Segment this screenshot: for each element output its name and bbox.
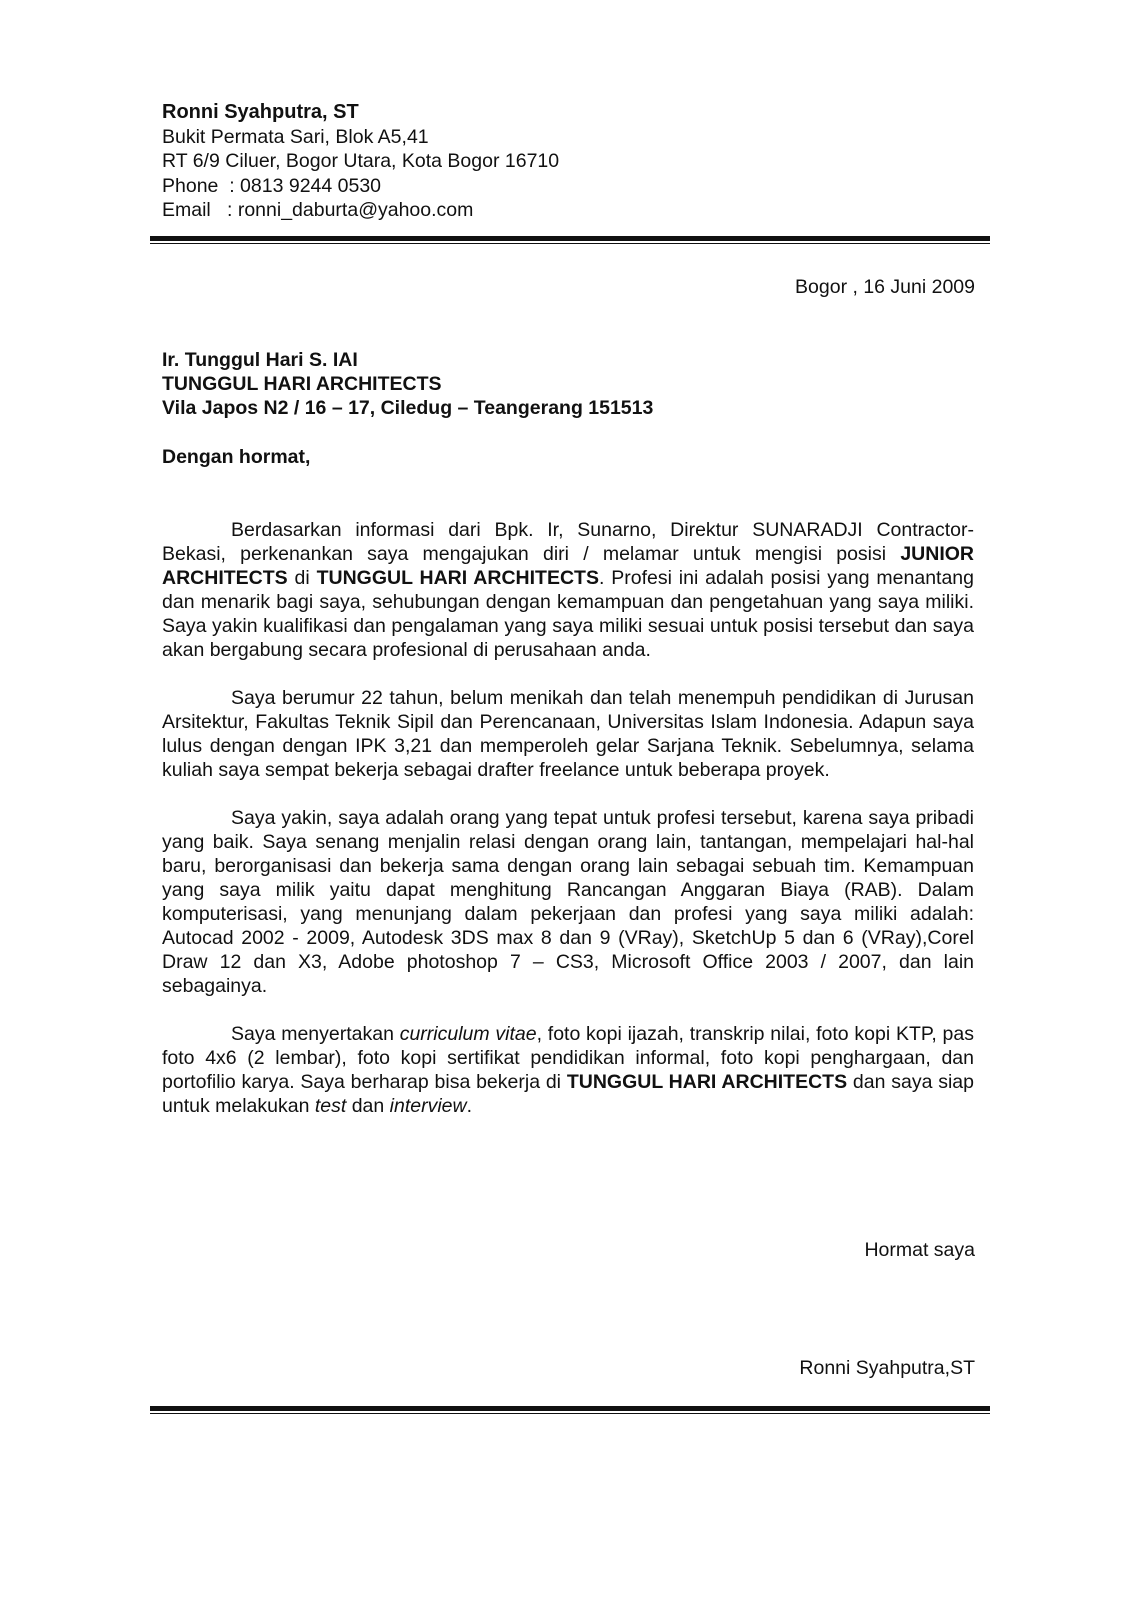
sender-address-line2: RT 6/9 Ciluer, Bogor Utara, Kota Bogor 16710 [162,150,560,172]
paragraph-1-text-a: Berdasarkan informasi dari Bpk. Ir, Sunarno, Direktur SUNARADJI Contractor- Bekasi, perkenankan saya mengajukan diri / melamar untuk mengisi posisi [162,519,974,565]
position-title: JUNIOR ARCHITECTS [162,543,974,589]
closing: Hormat saya [864,1239,975,1261]
paragraph-4-text-c: , foto kopi ijazah, transkrip nilai, foto kopi KTP, pas foto 4x6 (2 lembar), foto kopi sertifikat pendidikan informal, foto kopi penghargaan, dan portofilio karya. Saya berharap bisa bekerja di [162,1023,974,1093]
letter-body [162,518,974,1142]
footer-divider [150,1406,990,1411]
salutation: Dengan hormat, [162,446,311,468]
paragraph-4-text-g: dan [346,1095,390,1117]
curriculum-vitae-italic: curriculum vitae [399,1023,537,1045]
letter-date: Bogor , 16 Juni 2009 [795,276,975,298]
recipient-address: Vila Japos N2 / 16 – 17, Ciledug – Teangerang 151513 [162,397,654,419]
interview-italic: interview [389,1095,467,1117]
paragraph-4 [162,1022,974,1118]
company-name-bold: TUNGGUL HARI ARCHITECTS [316,567,599,589]
test-italic: test [314,1095,347,1117]
recipient-name: Ir. Tunggul Hari S. IAI [162,349,358,371]
paragraph-4-text-a: Saya menyertakan [231,1023,400,1045]
paragraph-1-text-e: . Profesi ini adalah posisi yang menantang dan menarik bagi saya, sehubungan dengan kemampuan dan pengetahuan yang saya miliki. Saya yakin kualifikasi dan pengalaman yang saya miliki sesuai untuk posisi tersebut dan saya akan bergabung secara profesional di perusahaan anda. [162,567,974,661]
sender-name: Ronni Syahputra, ST [162,101,359,123]
signature-name: Ronni Syahputra,ST [799,1357,975,1379]
paragraph-2: Saya berumur 22 tahun, belum menikah dan telah menempuh pendidikan di Jurusan Arsitektur, Fakultas Teknik Sipil dan Perencanaan, Universitas Islam Indonesia. Adapun saya lulus dengan dengan IPK 3,21 dan memperoleh gelar Sarjana Teknik. Sebelumnya, selama kuliah saya sempat bekerja sebagai drafter freelance untuk beberapa proyek. [162,687,974,781]
header-divider [150,236,990,241]
company-name-bold-2: TUNGGUL HARI ARCHITECTS [566,1071,848,1093]
paragraph-4-text-e: dan saya siap untuk melakukan [162,1071,974,1117]
sender-header [162,100,974,223]
recipient-company: TUNGGUL HARI ARCHITECTS [162,373,442,395]
sender-email: Email : ronni_daburta@yahoo.com [162,199,474,221]
paragraph-4-text-i: . [466,1095,473,1117]
paragraph-1 [162,518,974,662]
recipient-block [162,348,974,420]
paragraph-1-text-c: di [287,567,317,589]
sender-address-line1: Bukit Permata Sari, Blok A5,41 [162,125,429,148]
sender-phone: Phone : 0813 9244 0530 [162,174,382,197]
paragraph-3: Saya yakin, saya adalah orang yang tepat untuk profesi tersebut, karena saya pribadi yang baik. Saya senang menjalin relasi dengan orang lain, tantangan, mempelajari hal-hal baru, berorganisasi dan bekerja sama dengan orang lain sebagai sebuah tim. Kemampuan yang saya milik yaitu dapat menghitung Rancangan Anggaran Biaya (RAB). Dalam komputerisasi, yang menunjang dalam pekerjaan dan profesi yang saya miliki adalah: Autocad 2002 - 2009, Autodesk 3DS max 8 dan 9 (VRay), SketchUp 5 dan 6 (VRay),Corel Draw 12 dan X3, Adobe photoshop 7 – CS3, Microsoft Office 2003 / 2007, dan lain sebagainya. [162,807,974,997]
